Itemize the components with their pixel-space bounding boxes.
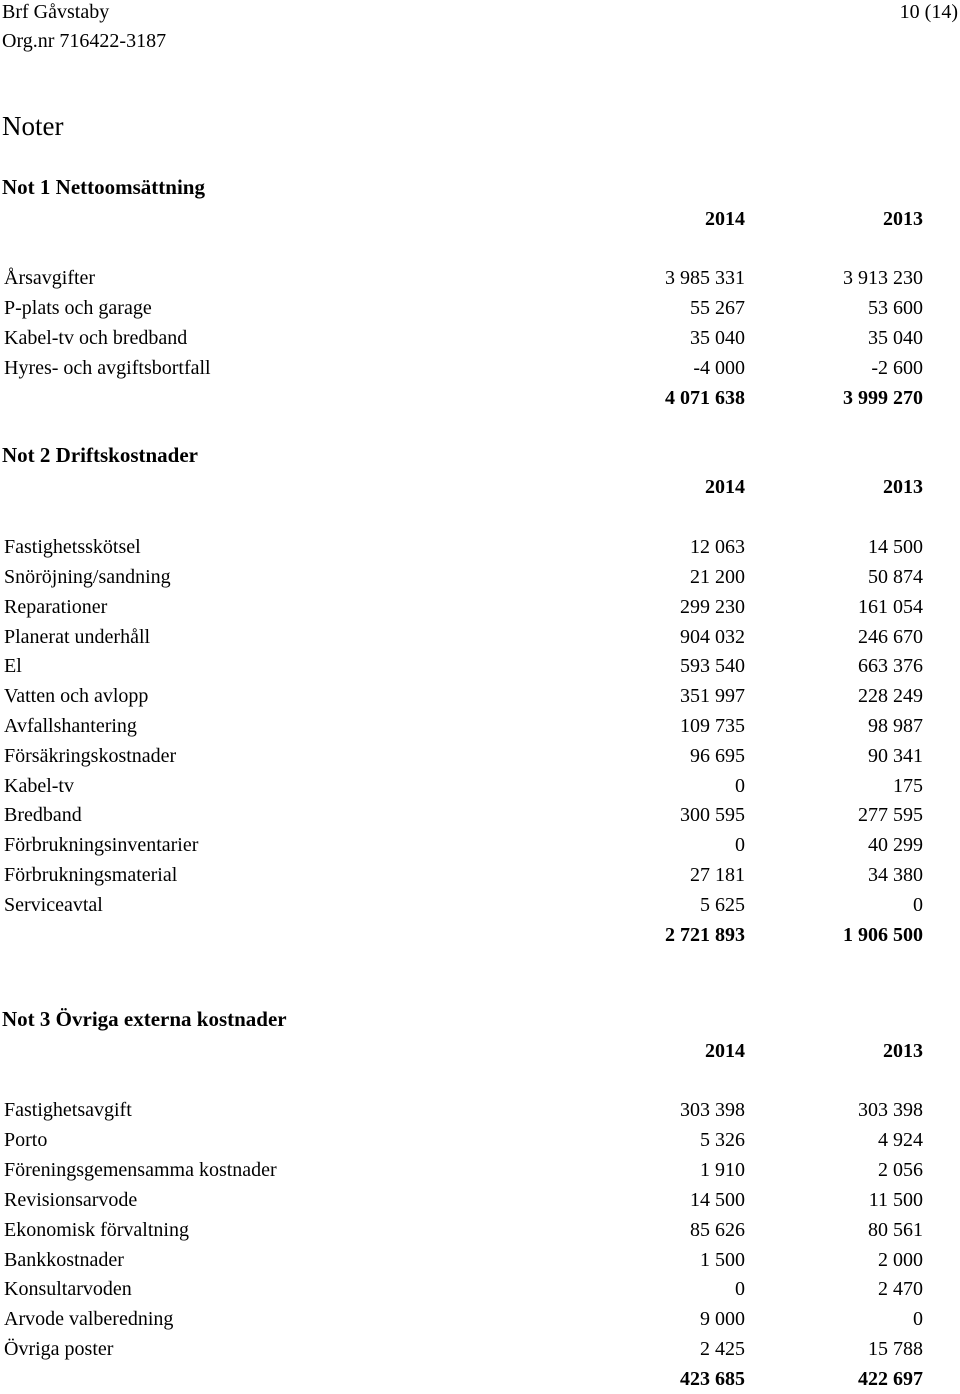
table-row bbox=[0, 353, 960, 383]
table-row bbox=[0, 1215, 960, 1245]
table-row bbox=[0, 1185, 960, 1215]
table-row bbox=[0, 263, 960, 293]
year-header-row bbox=[0, 1036, 960, 1066]
total-row bbox=[0, 383, 960, 413]
table-row bbox=[0, 771, 960, 801]
row-label: Årsavgifter bbox=[4, 267, 96, 289]
total-row bbox=[0, 920, 960, 950]
year-previous: 2013 bbox=[883, 1040, 923, 1062]
total-2014: 2 721 893 bbox=[665, 924, 745, 946]
row-value-2014: 0 bbox=[735, 834, 745, 856]
table-row bbox=[0, 622, 960, 652]
row-value-2014: 351 997 bbox=[680, 685, 745, 707]
table-row bbox=[0, 800, 960, 830]
table-row bbox=[0, 830, 960, 860]
note-title: Not 1 Nettoomsättning bbox=[2, 175, 205, 199]
total-2013: 1 906 500 bbox=[843, 924, 923, 946]
row-label: Ekonomisk förvaltning bbox=[4, 1219, 189, 1241]
table-row bbox=[0, 1274, 960, 1304]
row-label: Snöröjning/sandning bbox=[4, 566, 171, 588]
row-value-2014: 1 910 bbox=[700, 1159, 745, 1181]
row-value-2013: 11 500 bbox=[868, 1189, 923, 1211]
table-row bbox=[0, 1334, 960, 1364]
row-value-2014: 300 595 bbox=[680, 804, 745, 826]
year-previous: 2013 bbox=[883, 476, 923, 498]
row-value-2013: 228 249 bbox=[858, 685, 923, 707]
table-row bbox=[0, 1155, 960, 1185]
table-row bbox=[0, 592, 960, 622]
row-value-2014: 5 625 bbox=[700, 894, 745, 916]
row-label: Arvode valberedning bbox=[4, 1308, 174, 1330]
row-value-2014: 1 500 bbox=[700, 1249, 745, 1271]
year-current: 2014 bbox=[705, 476, 745, 498]
year-current: 2014 bbox=[705, 1040, 745, 1062]
row-value-2013: 34 380 bbox=[868, 864, 923, 886]
row-label: Övriga poster bbox=[4, 1338, 114, 1360]
row-label: Revisionsarvode bbox=[4, 1189, 138, 1211]
total-2014: 423 685 bbox=[680, 1368, 745, 1390]
row-value-2014: -4 000 bbox=[693, 357, 745, 379]
row-value-2014: 3 985 331 bbox=[665, 267, 745, 289]
row-label: Bankkostnader bbox=[4, 1249, 124, 1271]
note-title: Not 3 Övriga externa kostnader bbox=[2, 1007, 287, 1031]
row-value-2013: 663 376 bbox=[858, 655, 923, 677]
table-row bbox=[0, 1125, 960, 1155]
row-value-2014: 35 040 bbox=[690, 327, 745, 349]
row-label: Föreningsgemensamma kostnader bbox=[4, 1159, 277, 1181]
row-value-2014: 0 bbox=[735, 1278, 745, 1300]
row-label: Vatten och avlopp bbox=[4, 685, 149, 707]
row-value-2013: 80 561 bbox=[868, 1219, 923, 1241]
table-row bbox=[0, 562, 960, 592]
row-value-2013: 277 595 bbox=[858, 804, 923, 826]
row-value-2014: 904 032 bbox=[680, 626, 745, 648]
row-value-2013: 40 299 bbox=[868, 834, 923, 856]
row-value-2014: 299 230 bbox=[680, 596, 745, 618]
row-value-2014: 5 326 bbox=[700, 1129, 745, 1151]
row-value-2014: 55 267 bbox=[690, 297, 745, 319]
row-value-2014: 21 200 bbox=[690, 566, 745, 588]
table-row bbox=[0, 651, 960, 681]
row-value-2013: 14 500 bbox=[868, 536, 923, 558]
year-previous: 2013 bbox=[883, 208, 923, 230]
table-row bbox=[0, 293, 960, 323]
row-value-2013: 303 398 bbox=[858, 1099, 923, 1121]
table-row bbox=[0, 860, 960, 890]
row-label: Porto bbox=[4, 1129, 48, 1151]
table-row bbox=[0, 741, 960, 771]
row-value-2014: 109 735 bbox=[680, 715, 745, 737]
row-value-2014: 96 695 bbox=[690, 745, 745, 767]
row-label: Hyres- och avgiftsbortfall bbox=[4, 357, 211, 379]
table-row bbox=[0, 681, 960, 711]
row-value-2014: 303 398 bbox=[680, 1099, 745, 1121]
row-value-2013: 3 913 230 bbox=[843, 267, 923, 289]
row-value-2014: 14 500 bbox=[690, 1189, 745, 1211]
row-value-2013: 0 bbox=[913, 1308, 923, 1330]
row-label: Planerat underhåll bbox=[4, 626, 151, 648]
organization-number: Org.nr 716422-3187 bbox=[2, 30, 167, 52]
row-value-2014: 2 425 bbox=[700, 1338, 745, 1360]
row-value-2013: 4 924 bbox=[878, 1129, 923, 1151]
row-label: Avfallshantering bbox=[4, 715, 137, 737]
row-value-2013: 2 056 bbox=[878, 1159, 923, 1181]
row-value-2014: 0 bbox=[735, 775, 745, 797]
organization-name: Brf Gåvstaby bbox=[2, 1, 110, 23]
row-label: El bbox=[4, 655, 22, 677]
row-value-2014: 85 626 bbox=[690, 1219, 745, 1241]
row-label: Försäkringskostnader bbox=[4, 745, 177, 767]
row-label: Konsultarvoden bbox=[4, 1278, 132, 1300]
row-label: Serviceavtal bbox=[4, 894, 103, 916]
row-label: Fastighetsavgift bbox=[4, 1099, 132, 1121]
row-value-2013: 35 040 bbox=[868, 327, 923, 349]
total-2013: 422 697 bbox=[858, 1368, 923, 1390]
row-value-2014: 12 063 bbox=[690, 536, 745, 558]
row-value-2013: 2 000 bbox=[878, 1249, 923, 1271]
year-header-row bbox=[0, 472, 960, 502]
year-header-row bbox=[0, 204, 960, 234]
row-value-2014: 593 540 bbox=[680, 655, 745, 677]
table-row bbox=[0, 532, 960, 562]
row-value-2013: 53 600 bbox=[868, 297, 923, 319]
row-value-2013: 2 470 bbox=[878, 1278, 923, 1300]
row-value-2013: -2 600 bbox=[871, 357, 923, 379]
row-label: Förbrukningsinventarier bbox=[4, 834, 199, 856]
row-value-2013: 98 987 bbox=[868, 715, 923, 737]
row-value-2014: 27 181 bbox=[690, 864, 745, 886]
row-value-2013: 0 bbox=[913, 894, 923, 916]
note-title: Not 2 Driftskostnader bbox=[2, 443, 198, 467]
row-value-2014: 9 000 bbox=[700, 1308, 745, 1330]
row-label: Bredband bbox=[4, 804, 82, 826]
row-label: Kabel-tv bbox=[4, 775, 74, 797]
row-value-2013: 175 bbox=[893, 775, 923, 797]
total-2013: 3 999 270 bbox=[843, 387, 923, 409]
table-row bbox=[0, 711, 960, 741]
row-label: Förbrukningsmaterial bbox=[4, 864, 178, 886]
table-row bbox=[0, 1095, 960, 1125]
row-label: P-plats och garage bbox=[4, 297, 152, 319]
row-label: Kabel-tv och bredband bbox=[4, 327, 188, 349]
row-value-2013: 15 788 bbox=[868, 1338, 923, 1360]
row-value-2013: 50 874 bbox=[868, 566, 923, 588]
page-title: Noter bbox=[2, 111, 64, 141]
total-2014: 4 071 638 bbox=[665, 387, 745, 409]
table-row bbox=[0, 1245, 960, 1275]
table-row bbox=[0, 323, 960, 353]
year-current: 2014 bbox=[705, 208, 745, 230]
table-row bbox=[0, 890, 960, 920]
row-label: Reparationer bbox=[4, 596, 108, 618]
row-value-2013: 161 054 bbox=[858, 596, 923, 618]
row-value-2013: 246 670 bbox=[858, 626, 923, 648]
row-label: Fastighetsskötsel bbox=[4, 536, 141, 558]
page-number: 10 (14) bbox=[899, 1, 958, 23]
row-value-2013: 90 341 bbox=[868, 745, 923, 767]
table-row bbox=[0, 1304, 960, 1334]
